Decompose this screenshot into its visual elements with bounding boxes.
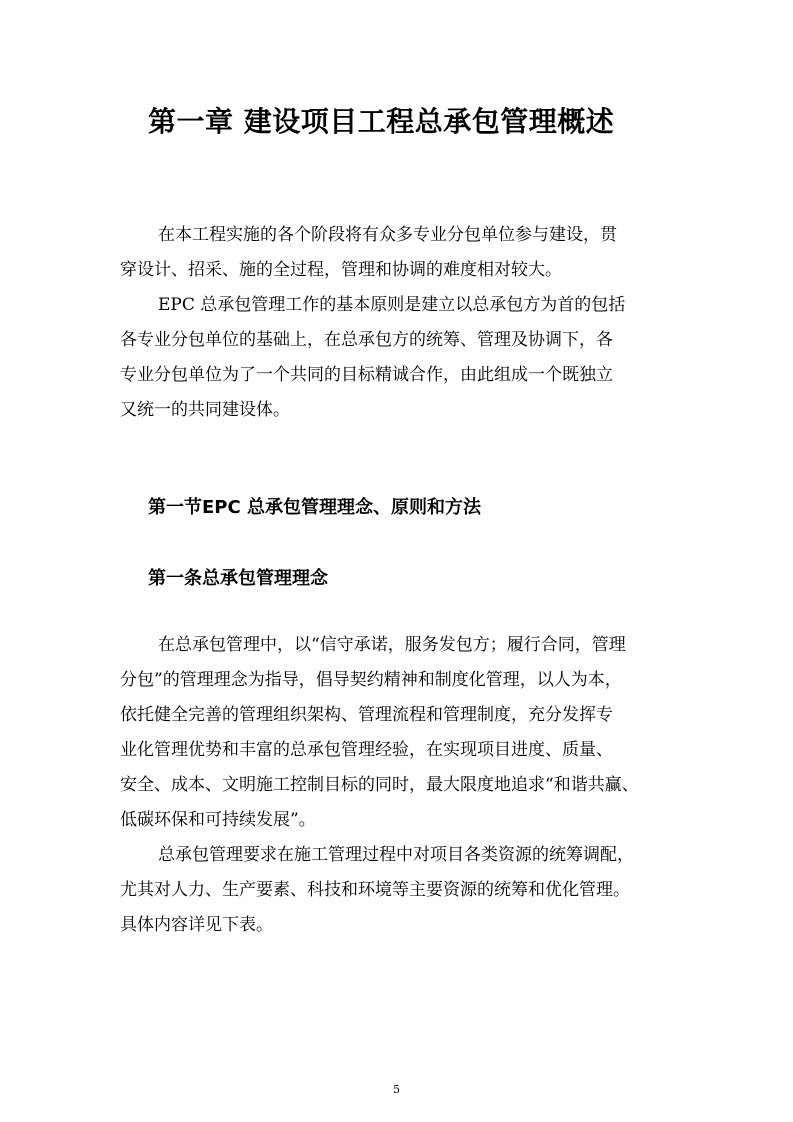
intro-paragraph-2 bbox=[120, 288, 690, 428]
text-line: 总承包管理要求在施工管理过程中对项目各类资源的统筹调配， bbox=[158, 845, 634, 865]
intro-paragraph-1 bbox=[120, 218, 690, 288]
text-line: 低碳环保和可持续发展”。 bbox=[120, 810, 316, 830]
text-line: 尤其对人力、生产要素、科技和环境等主要资源的统筹和优化管理。 bbox=[120, 880, 630, 900]
text-line: 分包”的管理理念为指导，倡导契约精神和制度化管理，以人为本， bbox=[120, 670, 622, 690]
intro-section bbox=[120, 218, 690, 428]
text-line: 穿设计、招采、施的全过程，管理和协调的难度相对较大。 bbox=[120, 260, 562, 280]
text-line: 在总承包管理中，以“信守承诺，服务发包方；履行合同，管理 bbox=[158, 635, 626, 655]
body-paragraph-2 bbox=[120, 838, 690, 943]
body-paragraph-1 bbox=[120, 628, 690, 838]
text-line: 在本工程实施的各个阶段将有众多专业分包单位参与建设，贯 bbox=[158, 225, 617, 245]
article-heading: 第一条总承包管理理念 bbox=[148, 568, 328, 589]
section-heading: 第一节EPC 总承包管理理念、原则和方法 bbox=[148, 497, 481, 518]
chapter-title: 第一章 建设项目工程总承包管理概述 bbox=[148, 105, 615, 138]
text-line: 业化管理优势和丰富的总承包管理经验，在实现项目进度、质量、 bbox=[120, 740, 613, 760]
text-line: 又统一的共同建设体。 bbox=[120, 400, 290, 420]
text-line: 安全、成本、文明施工控制目标的同时，最大限度地追求“和谐共赢、 bbox=[120, 775, 639, 795]
page-number: 5 bbox=[393, 1083, 400, 1096]
text-line: 具体内容详见下表。 bbox=[120, 915, 273, 935]
text-line: EPC 总承包管理工作的基本原则是建立以总承包方为首的包括 bbox=[158, 295, 626, 315]
body-section bbox=[120, 628, 690, 943]
text-line: 各专业分包单位的基础上，在总承包方的统筹、管理及协调下，各 bbox=[120, 330, 613, 350]
text-line: 专业分包单位为了一个共同的目标精诚合作，由此组成一个既独立 bbox=[120, 365, 613, 385]
text-line: 依托健全完善的管理组织架构、管理流程和管理制度，充分发挥专 bbox=[120, 705, 613, 725]
